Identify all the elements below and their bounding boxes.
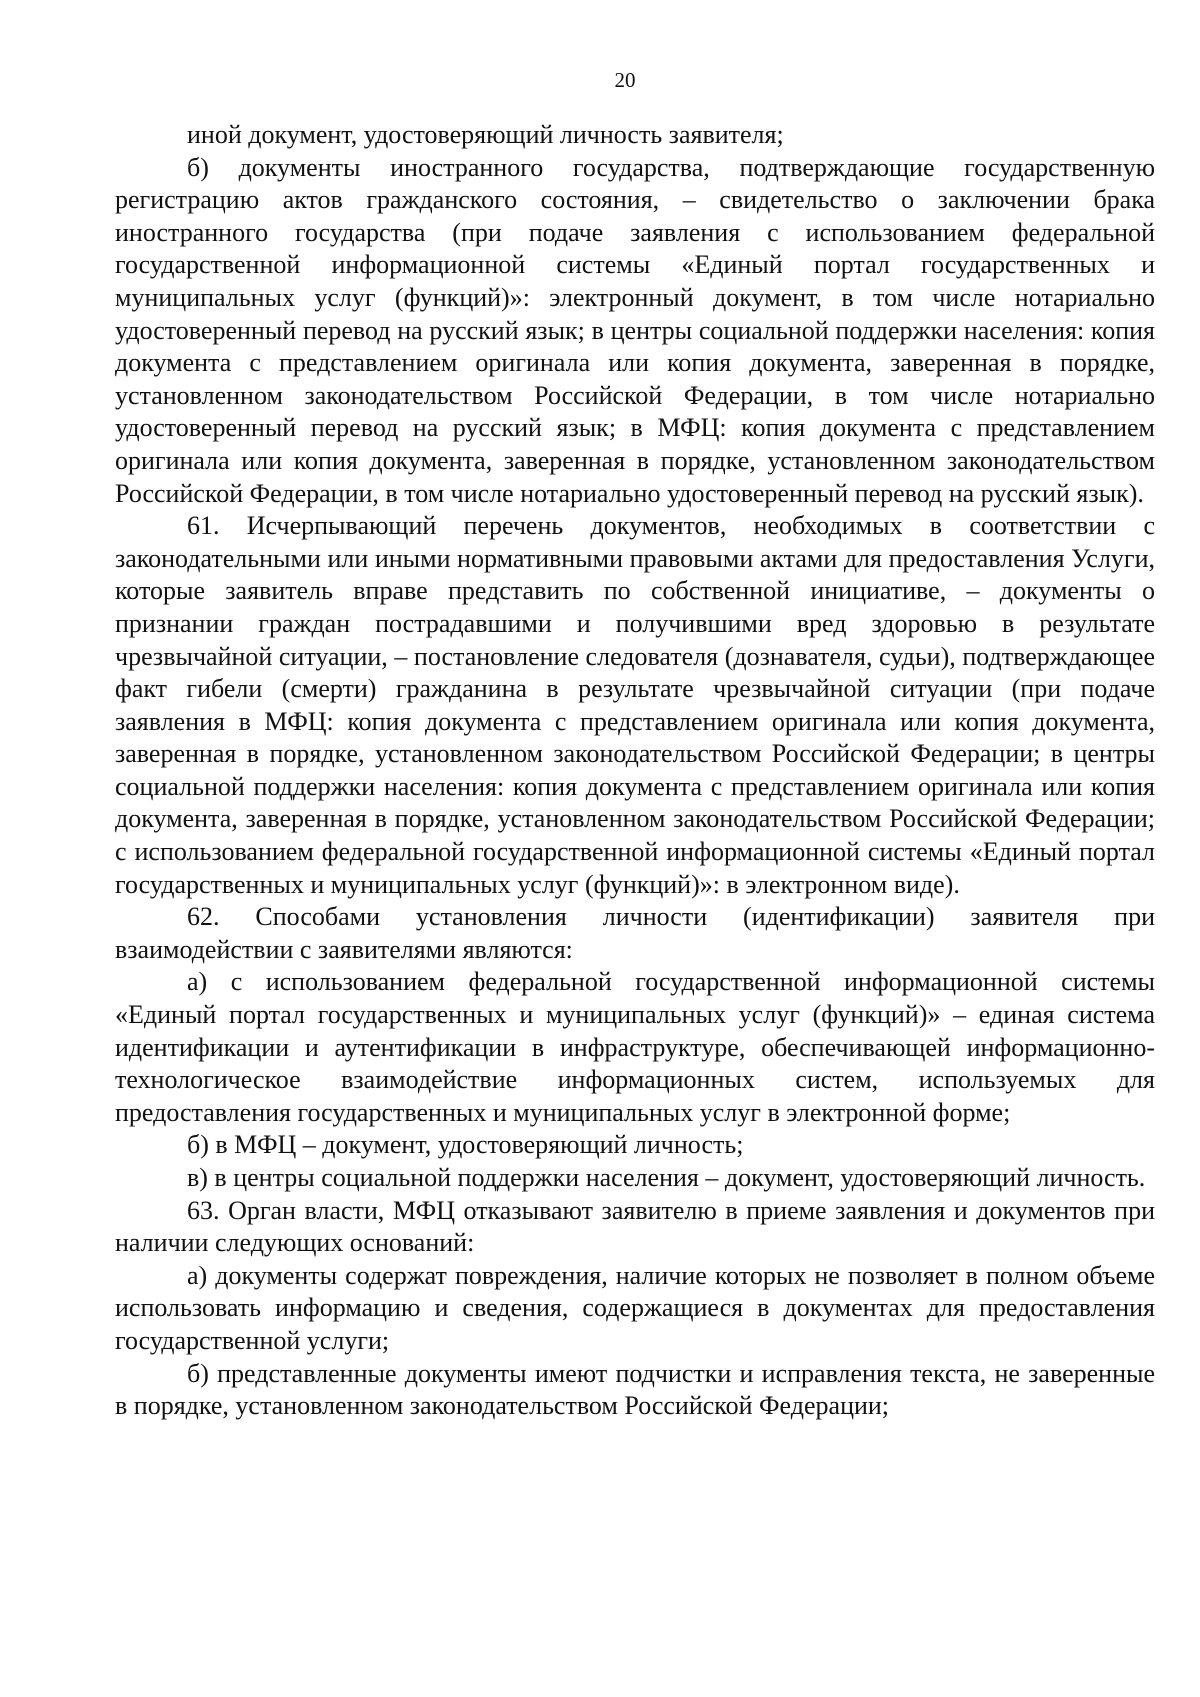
document-body — [115, 119, 1155, 1423]
paragraph-63-item-a: а) документы содержат повреждения, наличие которых не позволяет в полном объеме использовать информацию и сведения, содержащиеся в документах для предоставления государственной услуги; — [115, 1260, 1155, 1355]
paragraph-63-item-b: б) представленные документы имеют подчистки и исправления текста, не заверенные в порядке, установленном законодательством Российской Федерации; — [115, 1358, 1155, 1421]
paragraph-continuation: иной документ, удостоверяющий личность заявителя; — [187, 120, 784, 149]
page-number: 20 — [614, 68, 636, 92]
paragraph-62: 62. Способами установления личности (идентификации) заявителя при взаимодействии с заявителями являются: — [115, 902, 1155, 964]
paragraph-62-item-b: б) в МФЦ – документ, удостоверяющий личность; — [187, 1130, 744, 1160]
paragraph-62-item-a: а) с использованием федеральной государственной информационной системы «Единый портал государственных и муниципальных услуг (функций)» – единая система идентификации и аутентификации в инфраструктуре, обеспечивающей информационно-технологическое взаимодействие информационных систем, используемых для предоставления государственных и муниципальных услуг в электронной форме; — [115, 967, 1155, 1127]
paragraph-63: 63. Орган власти, МФЦ отказывают заявителю в приеме заявления и документов при наличии следующих оснований: — [115, 1195, 1155, 1258]
paragraph-61: 61. Исчерпывающий перечень документов, необходимых в соответствии с законодательными или иными нормативными правовыми актами для предоставления Услуги, которые заявитель вправе представить по собственной инициативе, – документы о признании граждан пострадавшими и получившими вред здоровью в результате чрезвычайной ситуации, – постановление следователя (дознавателя, судьи), подтверждающее факт гибели (смерти) гражданина в результате чрезвычайной ситуации (при подаче заявления в МФЦ: копия документа с представлением оригинала или копия документа, заверенная в порядке, установленном законодательством Российской Федерации; в центры социальной поддержки населения: копия документа с представлением оригинала или копия документа, заверенная в порядке, установленном законодательством Российской Федерации; с использованием федеральной государственной информационной системы «Единый портал государственных и муниципальных услуг (функций)»: в электронном виде). — [115, 511, 1155, 899]
paragraph-item-b-foreign-documents: б) документы иностранного государства, подтверждающие государственную регистрацию актов гражданского состояния, – свидетельство о заключении брака иностранного государства (при подаче заявления с использованием федеральной государственной информационной системы «Единый портал государственных и муниципальных услуг (функций)»: электронный документ, в том числе нотариально удостоверенный перевод на русский язык; в центры социальной поддержки населения: копия документа с представлением оригинала или копия документа, заверенная в порядке, установленном законодательством Российской Федерации, в том числе нотариально удостоверенный перевод на русский язык; в МФЦ: копия документа с представлением оригинала или копия документа, заверенная в порядке, установленном законодательством Российской Федерации, в том числе нотариально удостоверенный перевод на русский язык). — [115, 152, 1155, 508]
paragraph-62-item-c: в) в центры социальной поддержки населения – документ, удостоверяющий личность. — [187, 1163, 1146, 1192]
